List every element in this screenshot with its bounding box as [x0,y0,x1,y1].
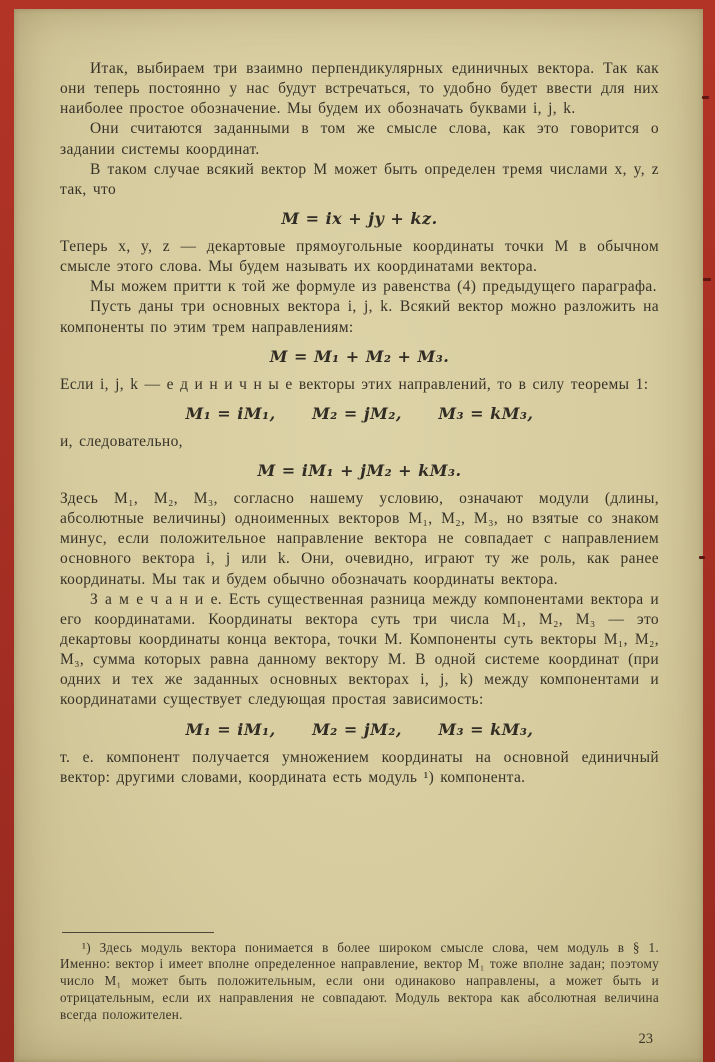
paragraph: Теперь x, y, z — декартовые прямоугольные координаты точки M в обычном смысле этого слова. Мы будем называть их координатами вектора. [60,237,659,276]
formula-components-repeat: M₁ = iM₁, M₂ = jM₂, M₃ = kM₃, [185,719,534,739]
footnote-area [60,924,659,1024]
paragraph-remark: З а м е ч а н и е. Есть существенная разница между компонентами вектора и его координатами. Координаты вектора суть три числа M₁, M₂, M₃ — это декартовы координаты конца вектора, точки M. Компоненты суть векторы M₁, M₂, M₃, сумма которых равна данному вектору M. В одной системе координат (при одних и тех же заданных основных векторах i, j, k) между компонентами и координатами существует следующая простая зависимость: [60,590,659,709]
formula-vector-decomposition: M = ix + jy + kz. [281,208,438,228]
footnote-divider [62,932,214,933]
scan-speck [703,278,711,281]
formula-component-sum: M = M₁ + M₂ + M₃. [269,346,450,366]
page-number: 23 [638,1031,653,1047]
footnote-text: ¹) Здесь модуль вектора понимается в более широком смысле слова, чем модуль в § 1. Именно: вектор i имеет вполне определенное направление, вектор M₁ тоже вполне задан; поэтому число M₁ может быть положительным, если они одинаково направлены, а может быть и отрицательным, если их направления не совпадают. Модуль вектора как абсолютная величина всегда положителен. [60,939,659,1023]
paragraph: Мы можем притти к той же формуле из равенства (4) предыдущего параграфа. [90,278,657,296]
paragraph: Если i, j, k — е д и н и ч н ы е векторы этих направлений, то в силу теоремы 1: [60,375,649,393]
scan-speck [699,556,705,559]
paragraph: Здесь M₁, M₂, M₃, согласно нашему условию, означают модули (длины, абсолютные величины) одноименных векторов M₁, M₂, M₃, но взятые со знаком минус, если положительное направление вектора не совпадает с направлением основного вектора i, j или k. Они, очевидно, играют ту же роль, как ранее координаты. Мы так и будем обычно обозначать координаты вектора. [60,489,659,588]
book-page [14,9,703,1062]
paragraph-intro: Итак, выбираем три взаимно перпендикулярных единичных вектора. Так как они теперь постоянно у нас будут встречаться, то удобно будет ввести для них наиболее простое обозначение. Мы будем их обозначать буквами i, j, k. [60,60,659,118]
formula-expanded: M = iM₁ + jM₂ + kM₃. [257,460,462,480]
paragraph: т. е. компонент получается умножением координаты на основной единичный вектор: другими словами, координата есть модуль ¹) компонента. [60,748,659,786]
paragraph: и, следовательно, [60,432,183,450]
scan-speck [702,96,709,99]
paragraph: В таком случае всякий вектор M может быть определен тремя числами x, y, z так, что [60,160,659,198]
paragraph: Они считаются заданными в том же смысле слова, как это говорится о задании системы координат. [60,120,659,158]
formula-components: M₁ = iM₁, M₂ = jM₂, M₃ = kM₃, [185,403,534,423]
paragraph: Пусть даны три основных вектора i, j, k. Всякий вектор можно разложить на компоненты по этим трем направлениям: [60,298,659,336]
